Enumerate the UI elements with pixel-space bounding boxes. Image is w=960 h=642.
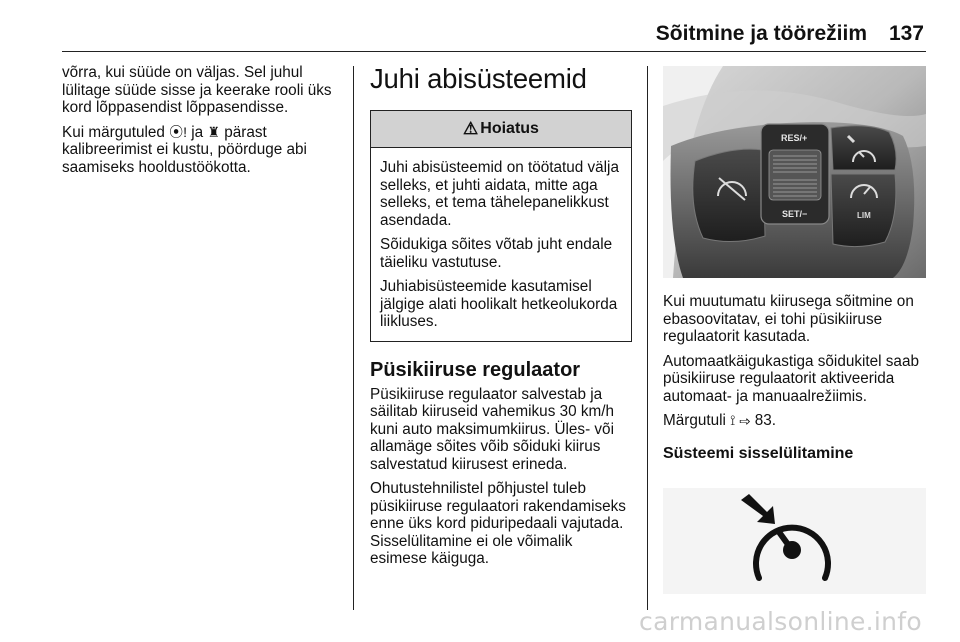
paragraph: Automaatkäigukastiga sõidukitel saab püsikiiruse regulaatorit aktiveerida automaat- ja manuaalrežiimis. bbox=[663, 352, 919, 405]
page-reference: 83. bbox=[750, 412, 776, 429]
warning-text: Juhi abisüsteemid on töötatud välja selleks, et juhti aidata, mitte aga selleks, et tema tähelepanelikkust asendada. bbox=[380, 159, 619, 229]
cruise-control-button-diagram bbox=[663, 488, 926, 594]
header-rule bbox=[62, 51, 926, 52]
paragraph bbox=[663, 412, 927, 430]
paragraph-text: pärast kalibreerimist ei kustu, pöörduge abi saamiseks hooldustöökotta. bbox=[62, 123, 307, 176]
res-plus-label: RES/+ bbox=[781, 133, 808, 143]
esc-warning-icon: ♜ bbox=[207, 123, 220, 140]
column-middle bbox=[370, 62, 632, 575]
subsection-title: Süsteemi sisselülitamine bbox=[663, 444, 854, 462]
steering-warning-icon: ⦿! bbox=[169, 123, 188, 140]
paragraph-text: ja bbox=[187, 123, 208, 141]
section-title: Juhi abisüsteemid bbox=[370, 63, 587, 94]
warning-title: Hoiatus bbox=[480, 120, 539, 138]
paragraph-text: Märgutuli bbox=[663, 412, 731, 429]
page-header-title: Sõitmine ja töörežiim bbox=[655, 22, 867, 45]
page-number: 137 bbox=[888, 22, 924, 45]
warning-text: Juhiabisüsteemide kasutamisel jälgige alati hoolikalt hetkeolukorda liikluses. bbox=[380, 278, 618, 330]
paragraph: Püsikiiruse regulaator salvestab ja säilitab kiiruseid vahemikus 30 km/h kuni auto maksimumkiirus. Üles- või allamäge sõites võib sõiduki kiirus salvestatud kiirusest erineda. bbox=[370, 385, 615, 473]
steering-wheel-controls-photo bbox=[663, 66, 926, 278]
paragraph-text: Kui märgutuled bbox=[62, 123, 170, 141]
page-reference-arrow-icon: ⇨ bbox=[735, 412, 751, 428]
column-left bbox=[62, 64, 346, 183]
paragraph bbox=[62, 124, 346, 177]
warning-body bbox=[371, 148, 631, 341]
paragraph: võrra, kui süüde on väljas. Sel juhul lülitage süüde sisse ja keerake rooli üks kord lõppasendist lõppasendisse. bbox=[62, 64, 332, 116]
column-right bbox=[663, 293, 927, 464]
paragraph: Kui muutumatu kiirusega sõitmine on ebasoovitatav, ei tohi püsikiiruse regulaatorit kasutada. bbox=[663, 293, 914, 345]
paragraph: Ohutustehnilistel põhjustel tuleb püsikiiruse regulaatori rakendamiseks enne üks kord piduripedaali vajutada. bbox=[370, 480, 626, 532]
paragraph: Sisselülitamine ei ole võimalik esimese käiguga. bbox=[370, 532, 573, 567]
warning-header bbox=[371, 111, 631, 148]
warning-triangle-icon: ⚠ bbox=[463, 119, 479, 139]
warning-box bbox=[370, 110, 632, 342]
lim-label: LIM bbox=[857, 211, 871, 220]
set-minus-label: SET/− bbox=[782, 209, 808, 219]
warning-text: Sõidukiga sõites võtab juht endale täieliku vastutuse. bbox=[380, 236, 613, 271]
subsection-title: Püsikiiruse regulaator bbox=[370, 358, 581, 381]
cruise-indicator-icon: ⟟ bbox=[730, 412, 736, 428]
column-divider bbox=[353, 66, 354, 610]
watermark: carmanualsonline.info bbox=[639, 607, 922, 636]
column-divider bbox=[647, 66, 648, 610]
